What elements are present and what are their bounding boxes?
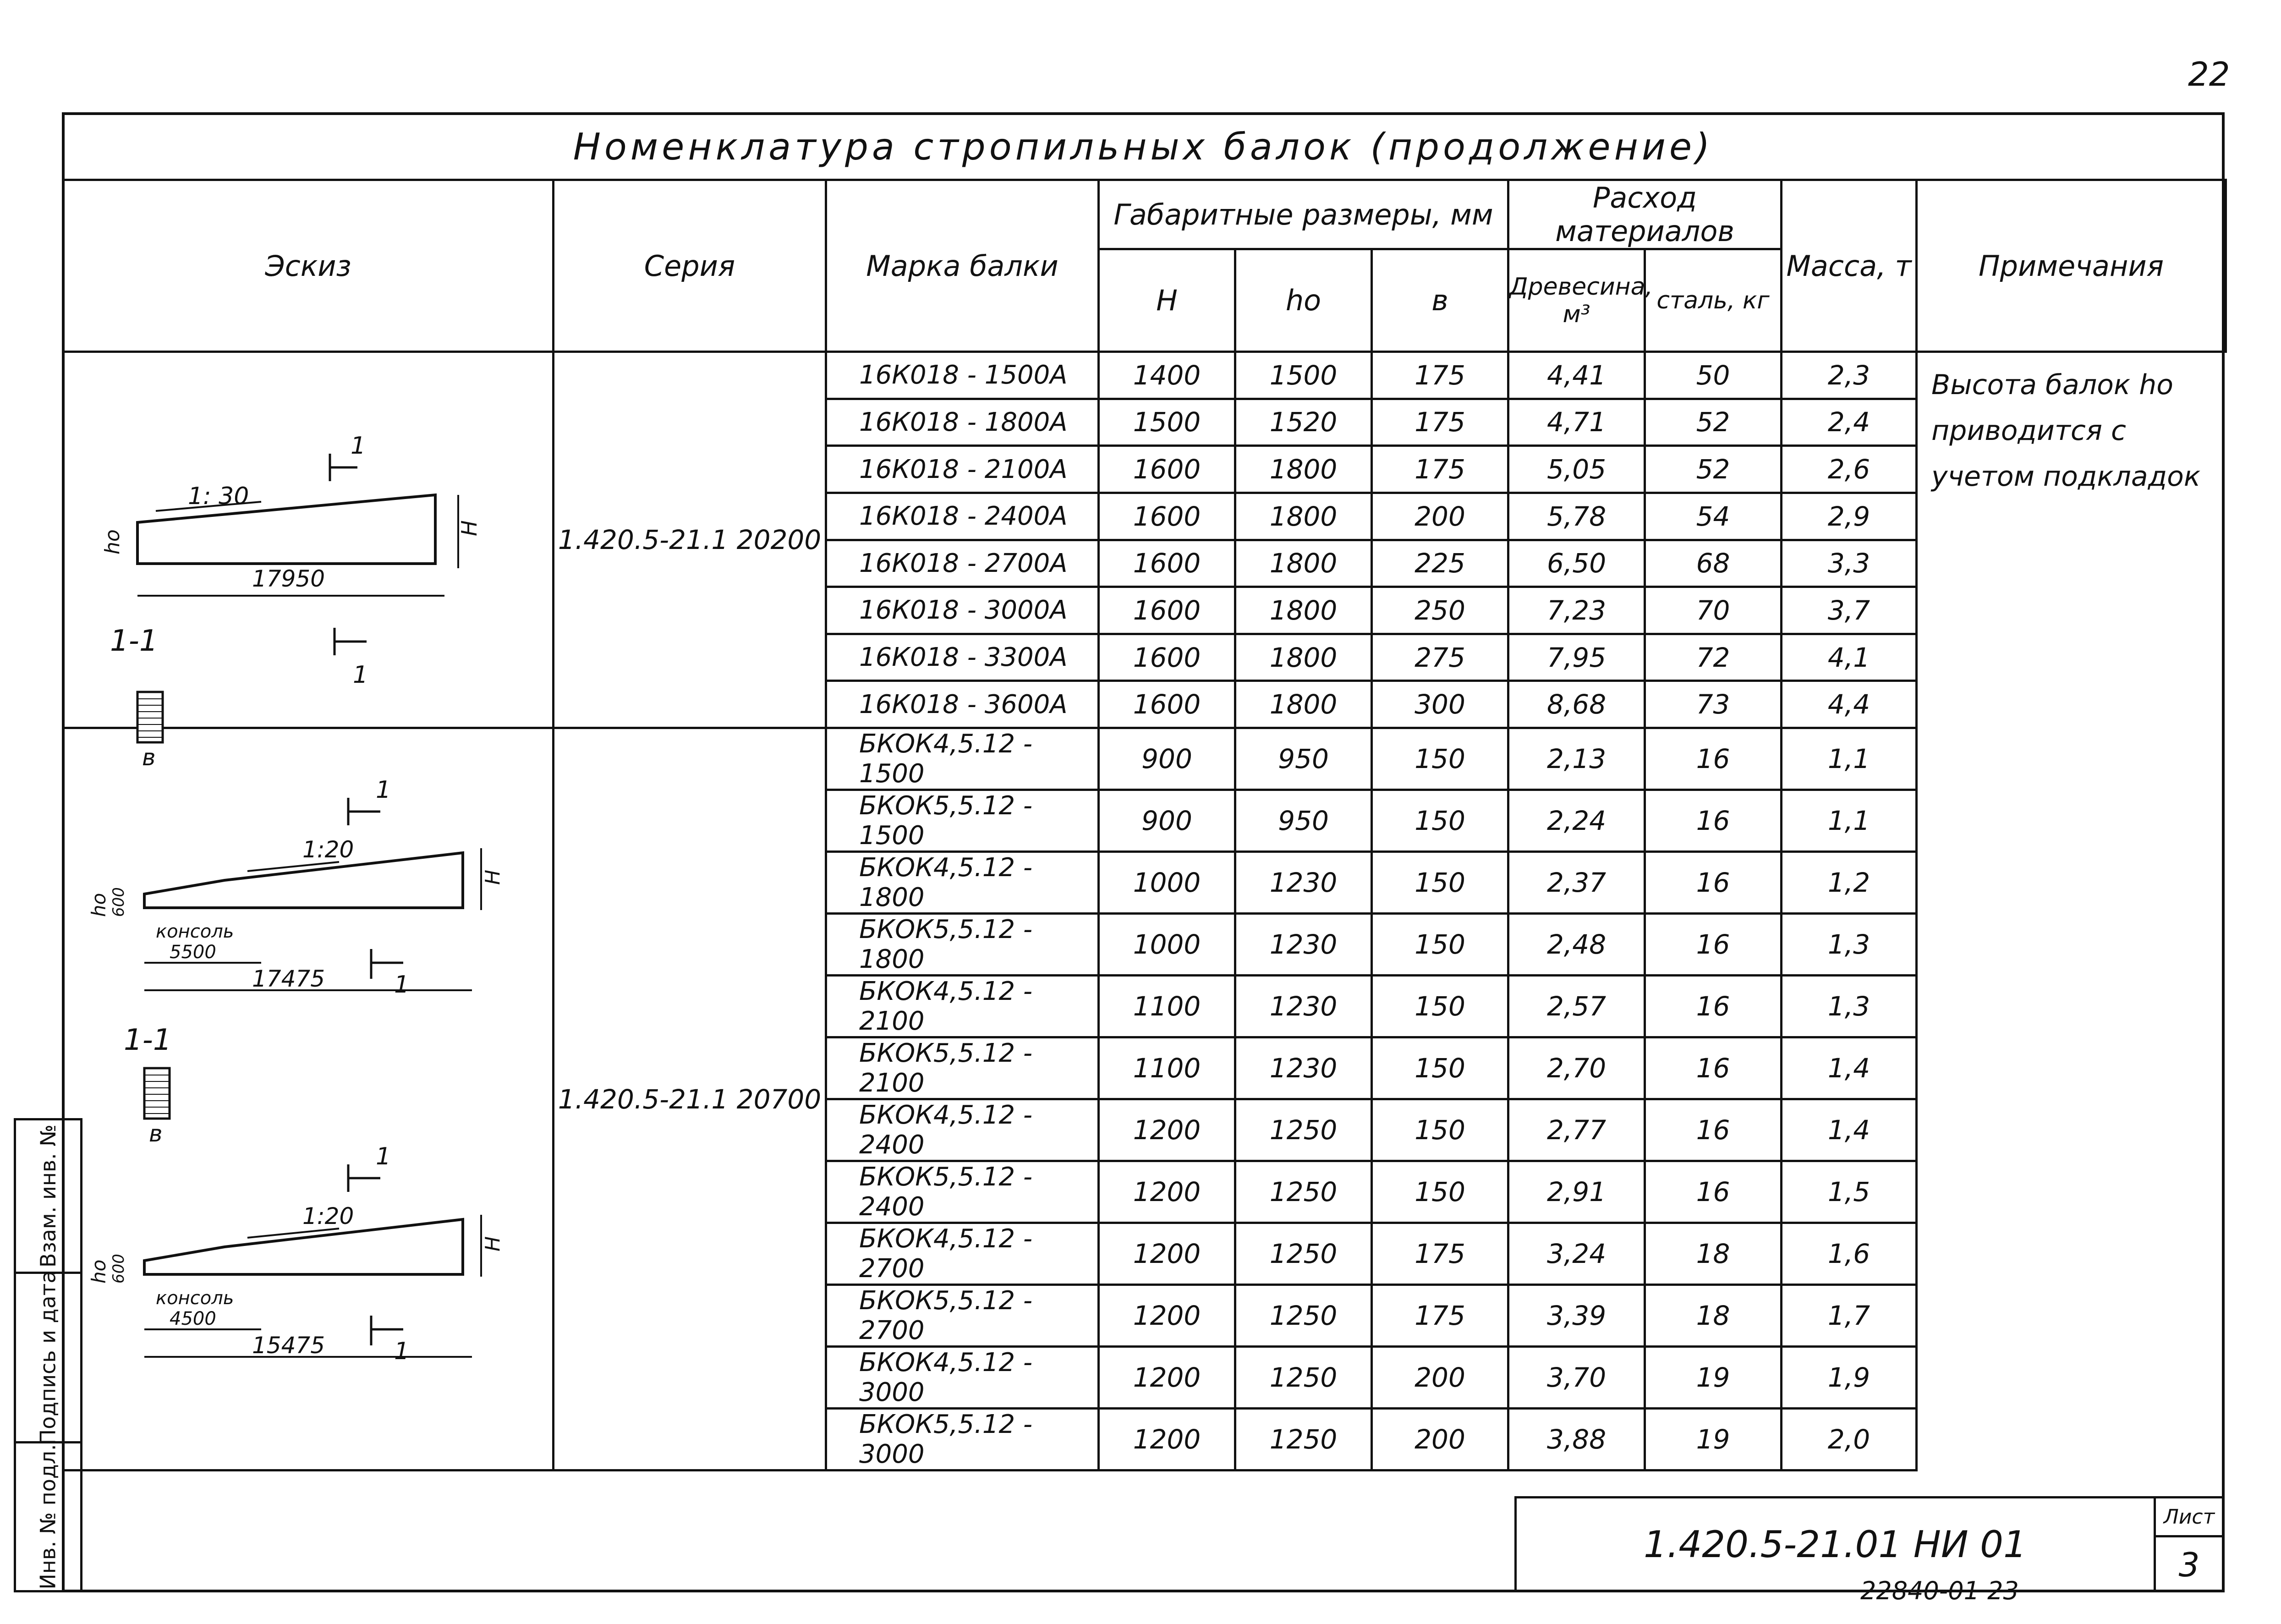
cell-steel: 70 (1645, 587, 1782, 634)
cell-H: 1600 (1099, 681, 1235, 728)
cell-steel: 19 (1645, 1347, 1782, 1409)
cell-b: 150 (1372, 852, 1508, 914)
length-label: 17475 (252, 965, 325, 992)
sheet-label: Лист (2156, 1498, 2222, 1537)
cell-mark: БКОК4,5.12 - 2100 (826, 976, 1099, 1037)
cell-h0: 950 (1235, 790, 1372, 852)
cell-steel: 18 (1645, 1223, 1782, 1285)
cell-h0: 1230 (1235, 1037, 1372, 1099)
cell-h0: 1250 (1235, 1409, 1372, 1470)
cell-concrete: 3,39 (1508, 1285, 1645, 1347)
cell-concrete: 3,70 (1508, 1347, 1645, 1409)
cell-b: 150 (1372, 790, 1508, 852)
cell-b: 200 (1372, 1347, 1508, 1409)
cell-b: 225 (1372, 540, 1508, 587)
cell-b: 150 (1372, 1099, 1508, 1161)
cell-H: 1200 (1099, 1223, 1235, 1285)
cell-steel: 68 (1645, 540, 1782, 587)
cell-h0: 1230 (1235, 852, 1372, 914)
cut-label: 1 (394, 1337, 410, 1365)
cell-H: 1400 (1099, 352, 1235, 399)
cell-mark: БКОК4,5.12 - 2400 (826, 1099, 1099, 1161)
cell-mass: 1,4 (1782, 1037, 1917, 1099)
cell-H: 1200 (1099, 1099, 1235, 1161)
cell-H: 1200 (1099, 1409, 1235, 1470)
cell-mass: 2,0 (1782, 1409, 1917, 1470)
h600-label: 600 (110, 1253, 128, 1284)
cell-mark: 16К018 - 3000А (826, 587, 1099, 634)
cell-mass: 2,9 (1782, 493, 1917, 540)
cell-mass: 2,4 (1782, 399, 1917, 446)
header-h0: hо (1235, 249, 1372, 352)
cell-h0: 1250 (1235, 1161, 1372, 1223)
cell-b: 300 (1372, 681, 1508, 728)
cell-concrete: 2,37 (1508, 852, 1645, 914)
header-mass: Масса, т (1782, 180, 1917, 352)
cell-b: 150 (1372, 1037, 1508, 1099)
cell-mass: 1,1 (1782, 790, 1917, 852)
cell-mark: 16К018 - 1800А (826, 399, 1099, 446)
cell-concrete: 2,48 (1508, 914, 1645, 976)
cell-mass: 2,6 (1782, 446, 1917, 493)
document-code: 1.420.5-21.01 НИ 01 (1514, 1496, 2156, 1592)
cell-concrete: 2,91 (1508, 1161, 1645, 1223)
cell-concrete: 3,88 (1508, 1409, 1645, 1470)
cell-concrete: 4,41 (1508, 352, 1645, 399)
table-row (63, 728, 2226, 790)
cell-H: 1600 (1099, 446, 1235, 493)
cell-mark: БКОК4,5.12 - 1800 (826, 852, 1099, 914)
cell-H: 1600 (1099, 493, 1235, 540)
length-label: 17950 (252, 565, 325, 592)
cell-h0: 1800 (1235, 540, 1372, 587)
cell-steel: 16 (1645, 914, 1782, 976)
cell-concrete: 5,05 (1508, 446, 1645, 493)
header-H: Н (1099, 249, 1235, 352)
cell-concrete: 7,95 (1508, 634, 1645, 681)
note-cell: Высота балок hо приводится с учетом подкладок (1917, 352, 2226, 1470)
cell-mass: 4,4 (1782, 681, 1917, 728)
cell-h0: 1230 (1235, 976, 1372, 1037)
beam-sketch (64, 353, 554, 771)
cell-b: 150 (1372, 1161, 1508, 1223)
cell-mark: БКОК4,5.12 - 2700 (826, 1223, 1099, 1285)
side-label: Инв. № подл. (36, 1444, 61, 1590)
cell-concrete: 2,70 (1508, 1037, 1645, 1099)
header-materials: Расход материалов (1508, 180, 1782, 249)
side-label: Взам. инв. № (36, 1124, 61, 1268)
cell-mass: 1,1 (1782, 728, 1917, 790)
cell-H: 1100 (1099, 976, 1235, 1037)
cell-concrete: 3,24 (1508, 1223, 1645, 1285)
cell-h0: 1250 (1235, 1099, 1372, 1161)
cell-mark: 16К018 - 1500А (826, 352, 1099, 399)
cell-H: 900 (1099, 790, 1235, 852)
beam-outline (137, 495, 435, 564)
b-label: в (149, 1120, 163, 1147)
cell-mark: БКОК5,5.12 - 2100 (826, 1037, 1099, 1099)
cell-b: 175 (1372, 446, 1508, 493)
header-series: Серия (554, 180, 826, 352)
cell-mass: 3,3 (1782, 540, 1917, 587)
cell-mass: 1,3 (1782, 914, 1917, 976)
cell-b: 175 (1372, 1223, 1508, 1285)
cell-steel: 16 (1645, 728, 1782, 790)
slope-label: 1: 30 (188, 483, 249, 510)
header-steel: сталь, кг (1645, 249, 1782, 352)
cut-label: 1 (351, 432, 366, 460)
cell-mass: 1,6 (1782, 1223, 1917, 1285)
h0-label: hо (88, 1259, 110, 1284)
cell-b: 200 (1372, 493, 1508, 540)
cell-mass: 3,7 (1782, 587, 1917, 634)
archive-number: 22840-01 23 (1860, 1576, 2019, 1605)
cell-mark: 16К018 - 2400А (826, 493, 1099, 540)
cell-steel: 54 (1645, 493, 1782, 540)
cell-H: 1200 (1099, 1285, 1235, 1347)
cell-mark: БКОК5,5.12 - 1800 (826, 914, 1099, 976)
cell-mark: 16К018 - 3300А (826, 634, 1099, 681)
cell-concrete: 2,77 (1508, 1099, 1645, 1161)
header-concrete: Древесина, м³ (1508, 249, 1645, 352)
cell-concrete: 4,71 (1508, 399, 1645, 446)
cell-h0: 1250 (1235, 1347, 1372, 1409)
length-label: 15475 (252, 1332, 325, 1359)
console-length: 5500 (170, 941, 216, 963)
cell-H: 1500 (1099, 399, 1235, 446)
cell-mark: 16К018 - 2700А (826, 540, 1099, 587)
cell-steel: 52 (1645, 399, 1782, 446)
cell-steel: 73 (1645, 681, 1782, 728)
cell-mark: БКОК5,5.12 - 2700 (826, 1285, 1099, 1347)
cell-concrete: 2,57 (1508, 976, 1645, 1037)
cell-steel: 18 (1645, 1285, 1782, 1347)
cell-concrete: 6,50 (1508, 540, 1645, 587)
cell-h0: 1800 (1235, 493, 1372, 540)
cell-h0: 1230 (1235, 914, 1372, 976)
cell-mark: БКОК5,5.12 - 2400 (826, 1161, 1099, 1223)
cell-mass: 1,7 (1782, 1285, 1917, 1347)
slope-label: 1:20 (302, 1202, 354, 1229)
cell-steel: 16 (1645, 852, 1782, 914)
beam-sketch (64, 775, 554, 1424)
cell-b: 175 (1372, 399, 1508, 446)
cell-mass: 1,9 (1782, 1347, 1917, 1409)
cut-label: 1 (353, 661, 368, 689)
cell-h0: 1800 (1235, 634, 1372, 681)
h0-label: hо (101, 529, 124, 554)
cell-steel: 16 (1645, 976, 1782, 1037)
cell-mass: 2,3 (1782, 352, 1917, 399)
cell-steel: 52 (1645, 446, 1782, 493)
cell-b: 150 (1372, 976, 1508, 1037)
cell-b: 275 (1372, 634, 1508, 681)
cell-b: 175 (1372, 352, 1508, 399)
cell-b: 200 (1372, 1409, 1508, 1470)
cell-h0: 1520 (1235, 399, 1372, 446)
cell-H: 1600 (1099, 540, 1235, 587)
slope-label: 1:20 (302, 836, 354, 863)
header-dimensions: Габаритные размеры, мм (1099, 180, 1508, 249)
header-mark: Марка балки (826, 180, 1099, 352)
series-cell: 1.420.5-21.1 20200 (554, 352, 826, 728)
header-notes: Примечания (1917, 180, 2226, 352)
page-title: Номенклатура стропильных балок (продолжение) (573, 125, 1714, 168)
nomenclature-table (62, 179, 2227, 1471)
series-cell: 1.420.5-21.1 20700 (554, 728, 826, 1470)
cell-mass: 1,4 (1782, 1099, 1917, 1161)
sketch-cell (63, 728, 554, 1470)
cut-label: 1 (376, 776, 391, 804)
cell-concrete: 8,68 (1508, 681, 1645, 728)
cell-H: 1600 (1099, 587, 1235, 634)
cell-steel: 19 (1645, 1409, 1782, 1470)
h0-label: hо (88, 893, 110, 917)
cell-H: 900 (1099, 728, 1235, 790)
section-rect (144, 1068, 170, 1119)
header-b: в (1372, 249, 1508, 352)
side-label: Подпись и дата (36, 1270, 60, 1445)
cell-mark: 16К018 - 3600А (826, 681, 1099, 728)
cell-steel: 16 (1645, 1161, 1782, 1223)
cell-b: 150 (1372, 728, 1508, 790)
sketch-cell (63, 352, 554, 771)
sheet-number: 3 (2178, 1546, 2200, 1584)
cell-mark: БКОК5,5.12 - 3000 (826, 1409, 1099, 1470)
b-label: в (142, 744, 156, 771)
cell-mark: БКОК4,5.12 - 3000 (826, 1347, 1099, 1409)
cell-H: 1200 (1099, 1347, 1235, 1409)
cell-H: 1000 (1099, 852, 1235, 914)
cell-steel: 50 (1645, 352, 1782, 399)
cell-b: 250 (1372, 587, 1508, 634)
cell-mass: 4,1 (1782, 634, 1917, 681)
H-label: Н (481, 1236, 504, 1251)
h600-label: 600 (110, 887, 128, 917)
cell-h0: 950 (1235, 728, 1372, 790)
cell-concrete: 7,23 (1508, 587, 1645, 634)
cell-b: 150 (1372, 914, 1508, 976)
cell-steel: 16 (1645, 790, 1782, 852)
console-label: консоль (156, 1287, 234, 1309)
cell-h0: 1250 (1235, 1285, 1372, 1347)
cell-h0: 1500 (1235, 352, 1372, 399)
cell-mass: 1,3 (1782, 976, 1917, 1037)
page-number: 22 (2188, 55, 2230, 93)
cell-steel: 72 (1645, 634, 1782, 681)
cell-h0: 1250 (1235, 1223, 1372, 1285)
cell-mark: 16К018 - 2100А (826, 446, 1099, 493)
cut-label: 1 (376, 1142, 391, 1170)
console-label: консоль (156, 921, 234, 942)
cell-steel: 16 (1645, 1037, 1782, 1099)
cell-mass: 1,2 (1782, 852, 1917, 914)
cell-mark: БКОК5,5.12 - 1500 (826, 790, 1099, 852)
cell-H: 1200 (1099, 1161, 1235, 1223)
cell-steel: 16 (1645, 1099, 1782, 1161)
console-length: 4500 (170, 1308, 216, 1329)
header-sketch: Эскиз (63, 180, 554, 352)
cell-mass: 1,5 (1782, 1161, 1917, 1223)
cell-H: 1100 (1099, 1037, 1235, 1099)
cell-concrete: 5,78 (1508, 493, 1645, 540)
cell-concrete: 2,24 (1508, 790, 1645, 852)
cut-label: 1 (394, 971, 410, 999)
cell-concrete: 2,13 (1508, 728, 1645, 790)
cell-mark: БКОК4,5.12 - 1500 (826, 728, 1099, 790)
cell-h0: 1800 (1235, 446, 1372, 493)
cell-h0: 1800 (1235, 681, 1372, 728)
cell-h0: 1800 (1235, 587, 1372, 634)
section-label: 1-1 (124, 1023, 172, 1057)
H-label: Н (481, 869, 504, 885)
section-label: 1-1 (110, 624, 158, 658)
sheet-box (2154, 1496, 2225, 1592)
table-row (63, 352, 2226, 399)
cell-b: 175 (1372, 1285, 1508, 1347)
cell-H: 1000 (1099, 914, 1235, 976)
H-label: Н (457, 520, 482, 536)
table-body (63, 352, 2226, 1470)
cell-H: 1600 (1099, 634, 1235, 681)
